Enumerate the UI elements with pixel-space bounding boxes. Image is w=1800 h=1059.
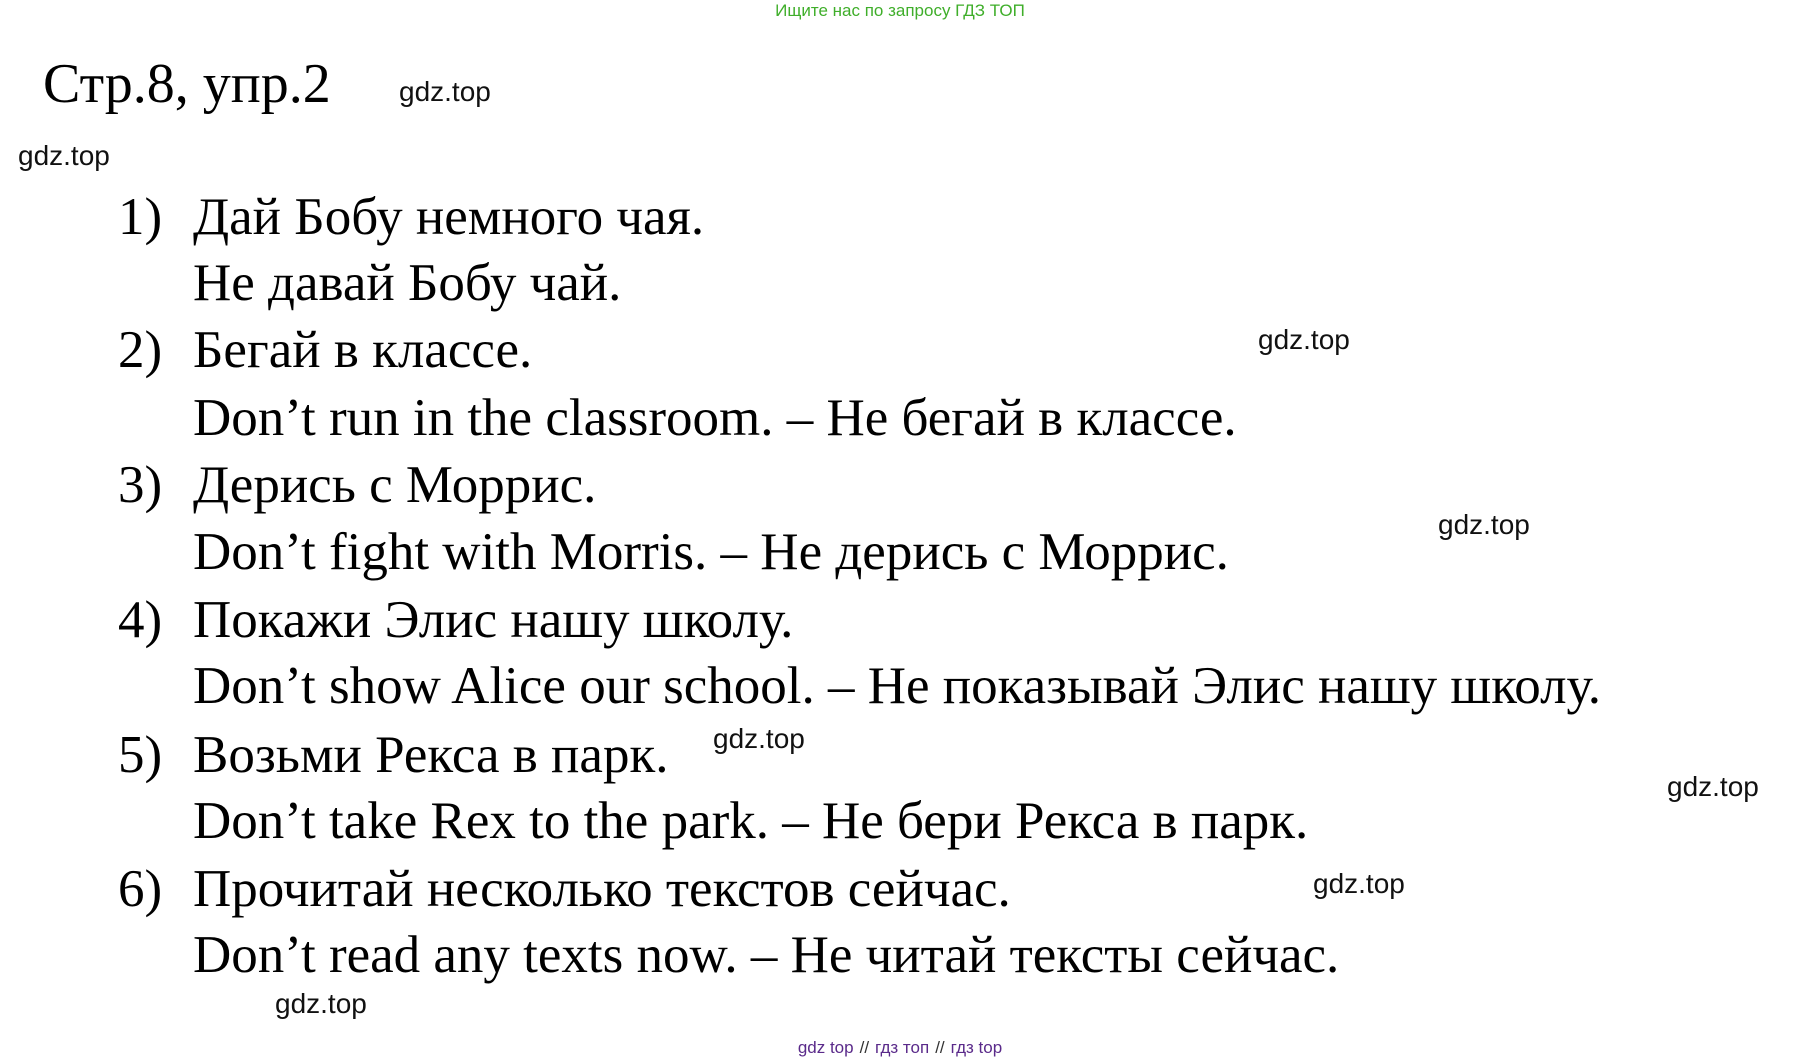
footer-link[interactable]: гдз top [950, 1038, 1003, 1057]
item-answer: Don’t run in the classroom. – Не бегай в классе. [193, 389, 1237, 447]
watermark: gdz.top [1258, 324, 1350, 355]
item-number: 6) [118, 860, 163, 918]
page-title: Стр.8, упр.2 [43, 53, 331, 115]
item-number: 4) [118, 591, 163, 649]
item-answer: Не давай Бобу чай. [193, 254, 622, 312]
footer-separator: // [935, 1038, 945, 1057]
item-prompt: Покажи Элис нашу школу. [193, 591, 794, 649]
item-number: 2) [118, 321, 163, 379]
item-number: 5) [118, 726, 163, 784]
item-answer: Don’t take Rex to the park. – Не бери Рекса в парк. [193, 792, 1309, 850]
watermark: gdz.top [18, 140, 110, 171]
item-number: 3) [118, 456, 163, 514]
footer-separator: // [859, 1038, 870, 1057]
item-answer: Don’t show Alice our school. – Не показывай Элис нашу школу. [193, 657, 1601, 715]
item-answer: Don’t fight with Morris. – Не дерись с Моррис. [193, 523, 1229, 581]
footer-link[interactable]: gdz top [797, 1038, 854, 1057]
item-prompt: Дерись с Моррис. [193, 456, 597, 514]
watermark: gdz.top [275, 988, 367, 1019]
item-number: 1) [118, 188, 163, 246]
watermark: gdz.top [1438, 509, 1530, 540]
item-prompt: Возьми Рекса в парк. [193, 726, 669, 784]
watermark: gdz.top [713, 723, 805, 754]
footer [0, 1038, 1800, 1058]
item-prompt: Дай Бобу немного чая. [193, 188, 705, 246]
item-prompt: Прочитай несколько текстов сейчас. [193, 860, 1011, 918]
watermark: gdz.top [1313, 868, 1405, 899]
item-prompt: Бегай в классе. [193, 321, 533, 379]
item-answer: Don’t read any texts now. – Не читай тексты сейчас. [193, 926, 1340, 984]
watermark: gdz.top [1667, 771, 1759, 802]
watermark: gdz.top [399, 76, 491, 107]
footer-link[interactable]: гдз топ [875, 1038, 930, 1057]
top-banner: Ищите нас по запросу ГДЗ ТОП [775, 1, 1025, 20]
